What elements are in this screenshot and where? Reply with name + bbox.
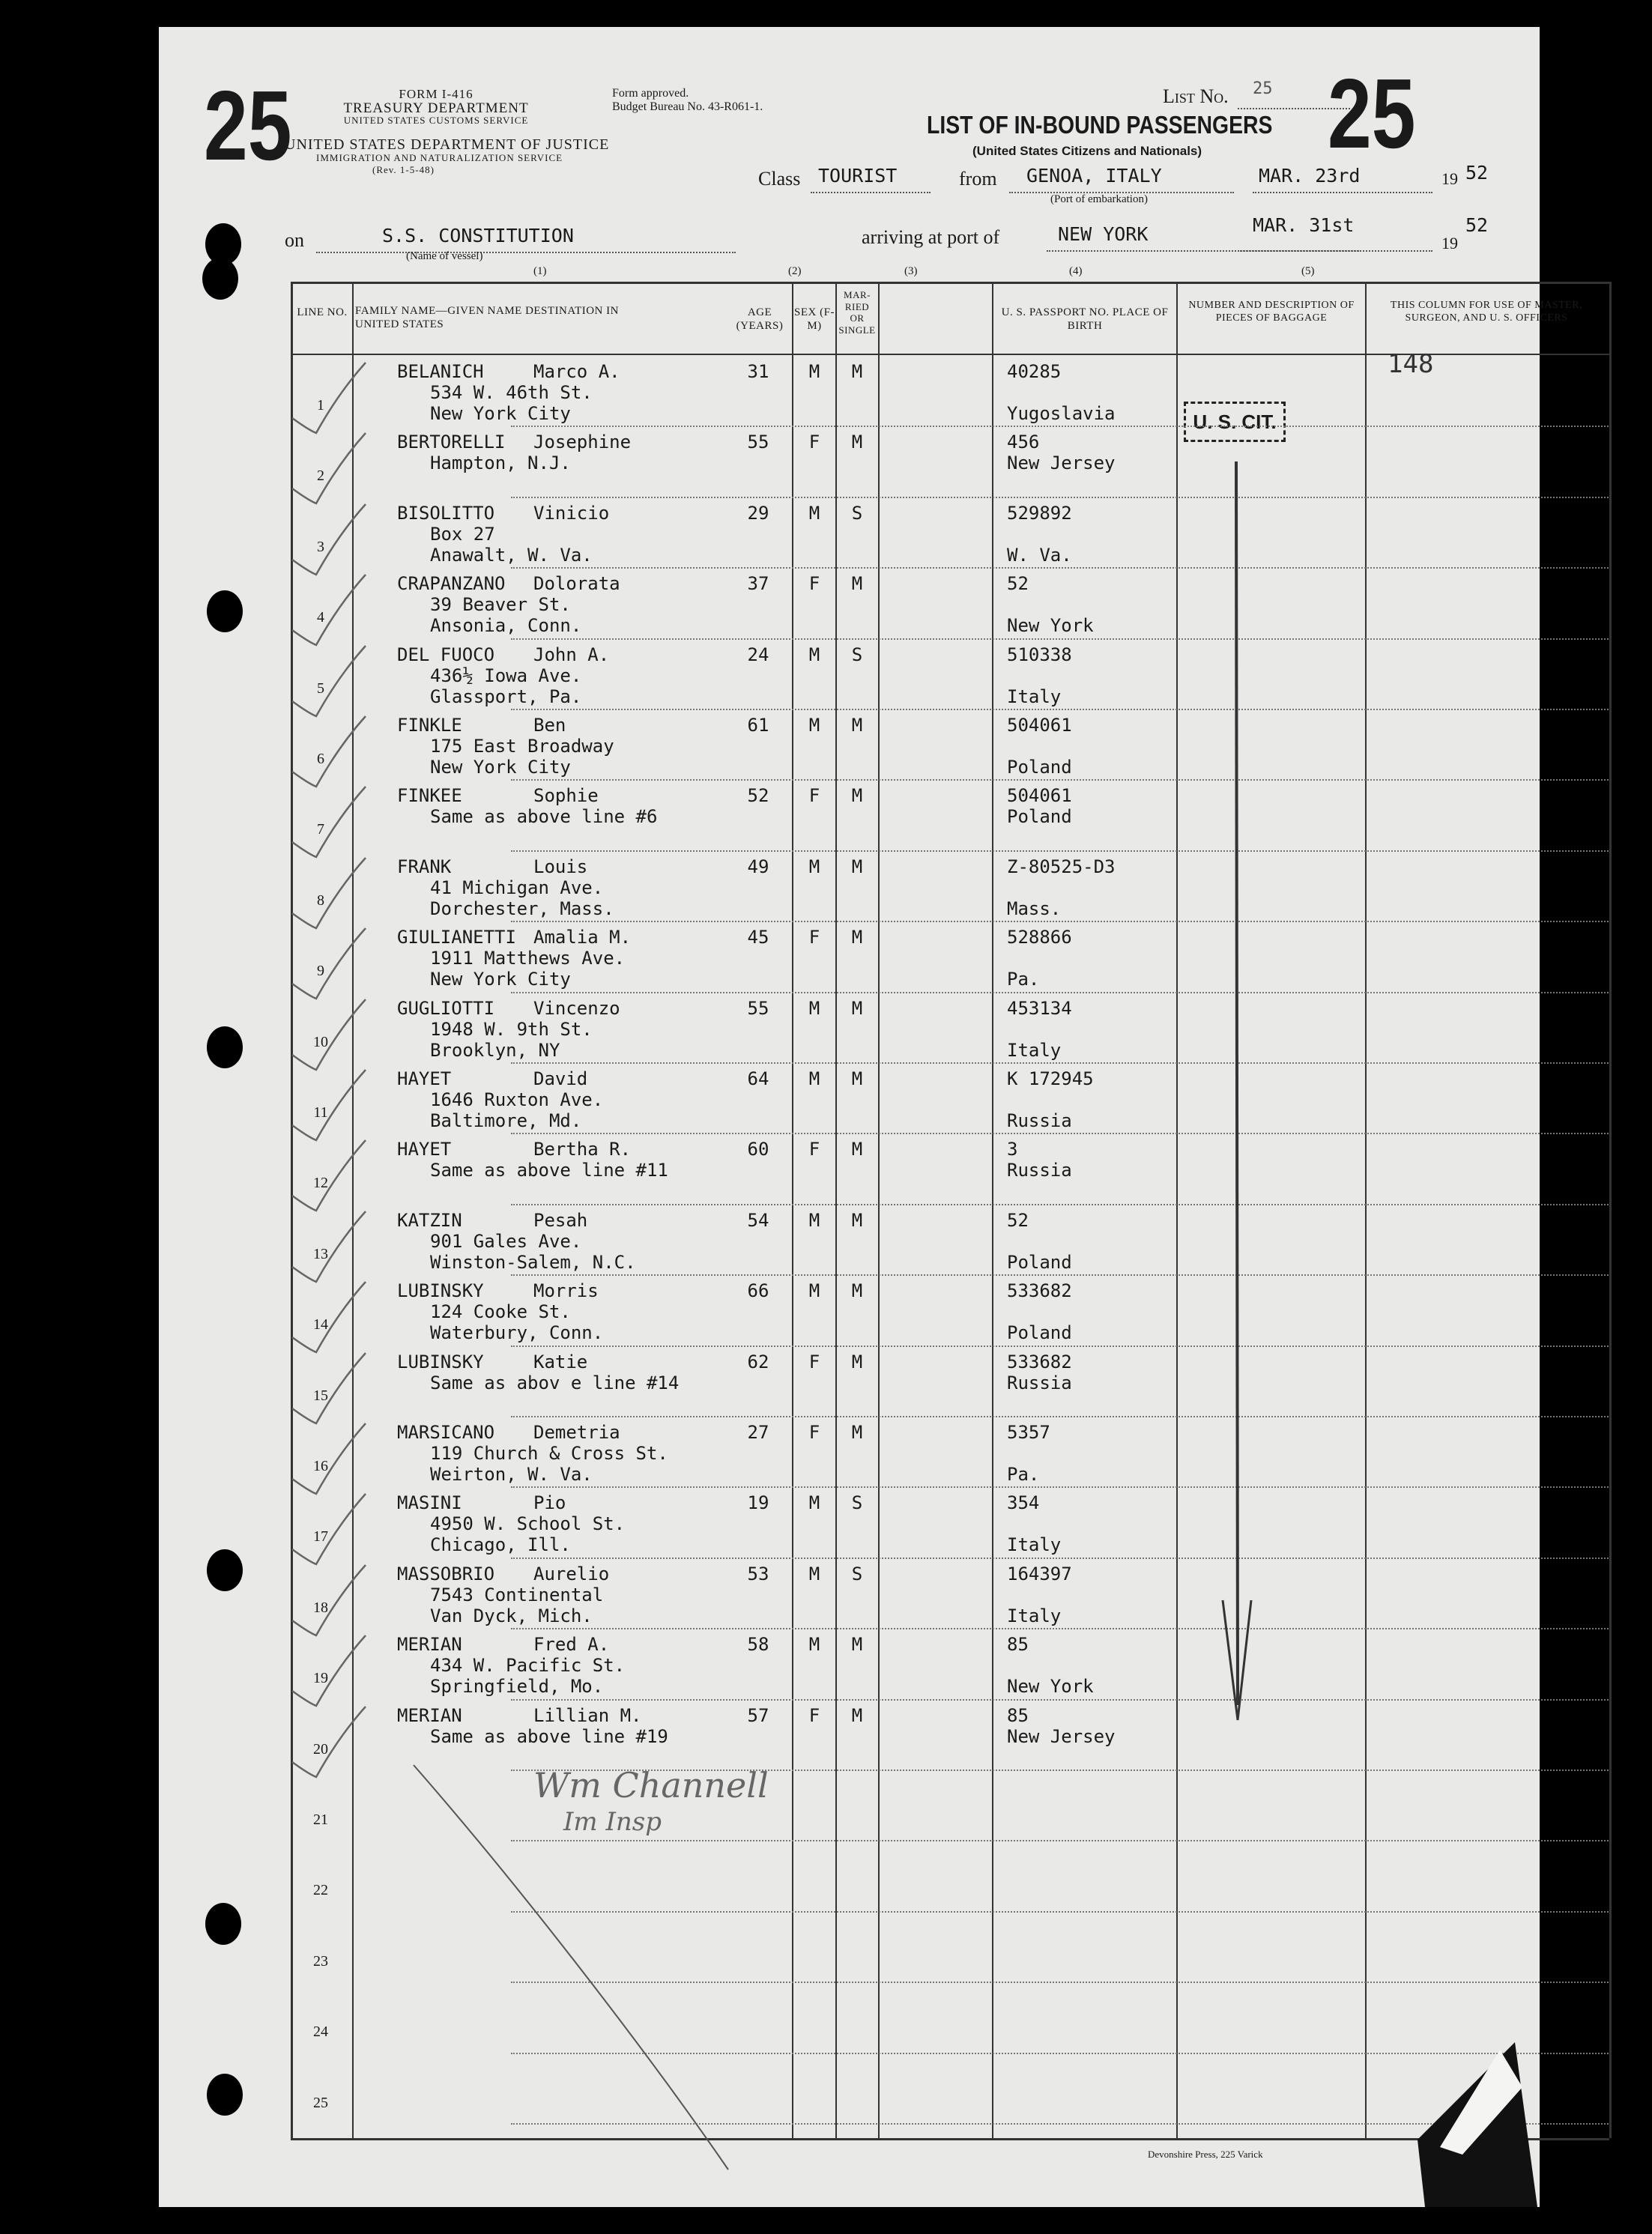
line-number: 7 xyxy=(317,821,324,838)
marital-status: M xyxy=(851,1280,863,1302)
marital-status: M xyxy=(851,997,863,1019)
marital-status: S xyxy=(851,1492,863,1514)
col-header-passport: U. S. PASSPORT NO. PLACE OF BIRTH xyxy=(1001,306,1169,332)
row-divider xyxy=(511,921,1609,922)
line-number: 15 xyxy=(313,1387,328,1404)
sex: M xyxy=(808,1563,820,1584)
age: 31 xyxy=(747,361,769,382)
row-divider xyxy=(511,709,1609,710)
on-label: on xyxy=(285,229,304,251)
from-label: from xyxy=(959,168,997,190)
us-citizen-stamp: U. S. CIT. xyxy=(1184,402,1286,442)
sex: M xyxy=(808,856,820,877)
passport-number: 529892 xyxy=(1007,502,1072,524)
place-of-birth: Italy xyxy=(1007,1534,1062,1556)
family-name: LUBINSKY xyxy=(397,1351,484,1372)
sex: F xyxy=(808,1704,820,1726)
row-divider xyxy=(511,1204,1609,1205)
passport-number: 453134 xyxy=(1007,997,1072,1019)
col-header-sex: SEX (F-M) xyxy=(794,306,835,332)
passport-number: 5357 xyxy=(1007,1422,1050,1443)
age: 52 xyxy=(747,785,769,807)
row-divider xyxy=(511,779,1609,781)
col-header-age: AGE (YEARS) xyxy=(736,306,784,332)
sex: M xyxy=(808,1634,820,1656)
age: 57 xyxy=(747,1704,769,1726)
place-of-birth: Poland xyxy=(1007,757,1072,778)
place-of-birth: New York xyxy=(1007,1676,1094,1698)
col-header-officers: THIS COLUMN FOR USE OF MASTER, SURGEON, AND U. S. OFFICERS xyxy=(1390,300,1583,324)
line-number: 19 xyxy=(313,1670,328,1687)
embarkation-year: 52 xyxy=(1465,162,1489,184)
place-of-birth: Poland xyxy=(1007,1322,1072,1344)
vessel-note: (Name of vessel) xyxy=(406,250,483,262)
row-divider xyxy=(511,638,1609,640)
given-name: Pio xyxy=(533,1492,566,1514)
row-divider xyxy=(511,1062,1609,1064)
given-name: Pesah xyxy=(533,1209,588,1231)
marital-status: M xyxy=(851,1068,863,1089)
family-name: FINKLE xyxy=(397,715,462,736)
age: 61 xyxy=(747,715,769,736)
sex: F xyxy=(808,1422,820,1443)
given-name: Sophie xyxy=(533,785,599,807)
address-line: Van Dyck, Mich. xyxy=(430,1605,593,1626)
given-name: Demetria xyxy=(533,1422,620,1443)
place-of-birth: Russia xyxy=(1007,1110,1072,1131)
line-number: 5 xyxy=(317,679,324,697)
given-name: Lillian M. xyxy=(533,1704,642,1726)
inspector-title: Im Insp xyxy=(563,1807,662,1837)
line-number: 3 xyxy=(317,538,324,555)
col-header-line: LINE NO. xyxy=(297,306,348,318)
col-header-baggage: NUMBER AND DESCRIPTION OF PIECES OF BAGGAGE xyxy=(1188,300,1355,324)
family-name: BISOLITTO xyxy=(397,502,495,524)
sex: F xyxy=(808,1139,820,1160)
age: 54 xyxy=(747,1209,769,1231)
embarkation-port: GENOA, ITALY xyxy=(1026,165,1162,187)
place-of-birth: Pa. xyxy=(1007,969,1040,990)
marital-status: M xyxy=(851,432,863,453)
arrival-port: NEW YORK xyxy=(1058,223,1149,245)
address-line: Hampton, N.J. xyxy=(430,452,571,474)
place-of-birth: Russia xyxy=(1007,1160,1072,1181)
marital-status: M xyxy=(851,856,863,877)
place-of-birth: Pa. xyxy=(1007,1464,1040,1485)
address-line: 7543 Continental xyxy=(430,1584,604,1605)
address-line: 41 Michigan Ave. xyxy=(430,877,604,898)
given-name: Vincenzo xyxy=(533,997,620,1019)
address-line: Same as above line #6 xyxy=(430,806,658,828)
line-number: 14 xyxy=(313,1316,328,1334)
marital-status: S xyxy=(851,1563,863,1584)
line-number: 8 xyxy=(317,892,324,909)
line-number: 22 xyxy=(313,1882,328,1899)
line-number: 20 xyxy=(313,1740,328,1758)
marital-status: M xyxy=(851,1209,863,1231)
line-number: 24 xyxy=(313,2023,328,2041)
marital-status: M xyxy=(851,1704,863,1726)
family-name: KATZIN xyxy=(397,1209,462,1231)
family-name: MARSICANO xyxy=(397,1422,495,1443)
address-line: 119 Church & Cross St. xyxy=(430,1443,668,1464)
age: 55 xyxy=(747,997,769,1019)
age: 29 xyxy=(747,502,769,524)
sex: M xyxy=(808,1280,820,1302)
family-name: MASINI xyxy=(397,1492,462,1514)
address-line: 124 Cooke St. xyxy=(430,1301,571,1323)
list-number-large-right: 25 xyxy=(1328,58,1416,169)
manifest-sheet xyxy=(159,27,1583,2207)
place-of-birth: Italy xyxy=(1007,1039,1062,1061)
passport-number: 85 xyxy=(1007,1704,1029,1726)
address-line: Same as above line #11 xyxy=(430,1160,668,1181)
passport-number: 533682 xyxy=(1007,1351,1072,1372)
col-header-name: FAMILY NAME—GIVEN NAME DESTINATION IN UNITED STATES xyxy=(355,305,619,330)
passport-number: 85 xyxy=(1007,1634,1029,1656)
place-of-birth: Poland xyxy=(1007,1251,1072,1273)
form-subtitle: (United States Citizens and Nationals) xyxy=(972,144,1202,158)
given-name: Fred A. xyxy=(533,1634,610,1656)
address-line: Winston-Salem, N.C. xyxy=(430,1251,636,1273)
line-number: 6 xyxy=(317,751,324,767)
place-of-birth: New Jersey xyxy=(1007,1725,1116,1747)
age: 66 xyxy=(747,1280,769,1302)
given-name: John A. xyxy=(533,644,610,665)
row-divider xyxy=(511,1486,1609,1488)
age: 24 xyxy=(747,644,769,665)
passport-number: 504061 xyxy=(1007,715,1072,736)
age: 58 xyxy=(747,1634,769,1656)
given-name: Ben xyxy=(533,715,566,736)
ins-service: IMMIGRATION AND NATURALIZATION SERVICE xyxy=(316,152,563,163)
family-name: CRAPANZANO xyxy=(397,573,506,595)
address-line: Same as above line #19 xyxy=(430,1725,668,1747)
given-name: Louis xyxy=(533,856,588,877)
treasury-department: TREASURY DEPARTMENT xyxy=(343,100,529,116)
revision: (Rev. 1-5-48) xyxy=(372,164,435,175)
punch-hole xyxy=(202,258,238,300)
address-line: Dorchester, Mass. xyxy=(430,897,614,919)
address-line: 1948 W. 9th St. xyxy=(430,1018,593,1040)
justice-department: UNITED STATES DEPARTMENT OF JUSTICE xyxy=(285,136,610,153)
folded-corner xyxy=(1328,1997,1545,2215)
punch-hole xyxy=(205,1903,241,1945)
sex: M xyxy=(808,644,820,665)
address-line: 434 W. Pacific St. xyxy=(430,1655,626,1677)
age: 37 xyxy=(747,573,769,595)
sex: F xyxy=(808,1351,820,1372)
family-name: FRANK xyxy=(397,856,452,877)
col-number-5: (5) xyxy=(1301,265,1315,277)
given-name: Bertha R. xyxy=(533,1139,632,1160)
place-of-birth: Mass. xyxy=(1007,897,1062,919)
punch-hole xyxy=(207,590,243,632)
address-line: Weirton, W. Va. xyxy=(430,1464,593,1485)
col-number-3: (3) xyxy=(904,265,918,277)
address-line: Baltimore, Md. xyxy=(430,1110,582,1131)
row-divider xyxy=(511,992,1609,993)
arriving-label: arriving at port of xyxy=(862,226,1000,248)
line-number: 11 xyxy=(313,1104,328,1121)
age: 19 xyxy=(747,1492,769,1514)
sex: F xyxy=(808,785,820,807)
passport-number: 456 xyxy=(1007,432,1040,453)
row-divider xyxy=(511,1558,1609,1559)
place-of-birth: Italy xyxy=(1007,1605,1062,1626)
form-approved: Form approved. xyxy=(612,87,689,100)
line-number: 16 xyxy=(313,1458,328,1474)
address-line: Waterbury, Conn. xyxy=(430,1322,604,1344)
address-line: Chicago, Ill. xyxy=(430,1534,571,1556)
given-name: Amalia M. xyxy=(533,927,632,948)
passport-number: 354 xyxy=(1007,1492,1040,1514)
passport-number: 164397 xyxy=(1007,1563,1072,1584)
col-number-1: (1) xyxy=(533,265,547,277)
given-name: Dolorata xyxy=(533,573,620,595)
address-line: New York City xyxy=(430,969,571,990)
vessel-name: S.S. CONSTITUTION xyxy=(382,225,574,246)
given-name: Katie xyxy=(533,1351,588,1372)
line-number: 13 xyxy=(313,1245,328,1262)
col-number-4: (4) xyxy=(1069,265,1083,277)
marital-status: M xyxy=(851,785,863,807)
family-name: MASSOBRIO xyxy=(397,1563,495,1584)
printer-footer: Devonshire Press, 225 Varick xyxy=(1148,2149,1263,2160)
address-line: 1646 Ruxton Ave. xyxy=(430,1089,604,1110)
sex: M xyxy=(808,1492,820,1514)
given-name: Marco A. xyxy=(533,361,620,382)
punch-hole xyxy=(207,1549,243,1591)
address-line: Box 27 xyxy=(430,523,495,545)
row-divider xyxy=(511,426,1609,427)
address-line: Anawalt, W. Va. xyxy=(430,544,593,566)
passport-number: K 172945 xyxy=(1007,1068,1094,1089)
class-value: TOURIST xyxy=(818,165,898,187)
line-number: 2 xyxy=(317,467,324,485)
address-line: Glassport, Pa. xyxy=(430,685,582,707)
place-of-birth: New Jersey xyxy=(1007,452,1116,474)
row-divider xyxy=(511,1345,1609,1347)
budget-bureau: Budget Bureau No. 43-R061-1. xyxy=(612,100,763,113)
list-number-large-left: 25 xyxy=(204,70,292,181)
address-line: New York City xyxy=(430,403,571,424)
given-name: Vinicio xyxy=(533,502,610,524)
address-line: Brooklyn, NY xyxy=(430,1039,560,1061)
passport-number: 510338 xyxy=(1007,644,1072,665)
row-divider xyxy=(511,567,1609,569)
age: 55 xyxy=(747,432,769,453)
line-number: 4 xyxy=(317,609,324,626)
given-name: Josephine xyxy=(533,432,632,453)
sex: F xyxy=(808,927,820,948)
marital-status: M xyxy=(851,715,863,736)
passport-number: 40285 xyxy=(1007,361,1062,382)
family-name: MERIAN xyxy=(397,1704,462,1726)
row-divider xyxy=(511,1133,1609,1134)
class-label: Class xyxy=(758,168,801,190)
given-name: David xyxy=(533,1068,588,1089)
line-number: 18 xyxy=(313,1599,328,1616)
address-line: 175 East Broadway xyxy=(430,736,614,757)
address-line: 4950 W. School St. xyxy=(430,1513,626,1535)
address-line: 436½ Iowa Ave. xyxy=(430,665,582,686)
family-name: MERIAN xyxy=(397,1634,462,1656)
line-number: 10 xyxy=(313,1033,328,1050)
row-divider xyxy=(511,497,1609,498)
marital-status: S xyxy=(851,502,863,524)
address-line: 1911 Matthews Ave. xyxy=(430,948,626,969)
family-name: BELANICH xyxy=(397,361,484,382)
family-name: GIULIANETTI xyxy=(397,927,516,948)
line-number: 12 xyxy=(313,1175,328,1192)
passport-number: 533682 xyxy=(1007,1280,1072,1302)
marital-status: S xyxy=(851,644,863,665)
embarkation-date: MAR. 23rd xyxy=(1259,165,1361,187)
marital-status: M xyxy=(851,1634,863,1656)
passport-number: 528866 xyxy=(1007,927,1072,948)
family-name: HAYET xyxy=(397,1068,452,1089)
place-of-birth: Poland xyxy=(1007,806,1072,828)
marital-status: M xyxy=(851,927,863,948)
marital-status: M xyxy=(851,1351,863,1372)
passport-number: 52 xyxy=(1007,573,1029,595)
address-line: 901 Gales Ave. xyxy=(430,1230,582,1252)
line-number: 25 xyxy=(313,2094,328,2111)
year-prefix-2: 19 xyxy=(1441,234,1458,252)
place-of-birth: W. Va. xyxy=(1007,544,1072,566)
list-no-value: 25 xyxy=(1253,79,1273,98)
address-line: Same as abov e line #14 xyxy=(430,1372,680,1393)
sex: F xyxy=(808,432,820,453)
address-line: New York City xyxy=(430,757,571,778)
row-divider xyxy=(511,1628,1609,1629)
check-mark-icon xyxy=(286,1699,369,1782)
age: 60 xyxy=(747,1139,769,1160)
place-of-birth: Italy xyxy=(1007,685,1062,707)
ditto-arrow-icon xyxy=(1208,432,1328,1750)
row-divider xyxy=(511,1699,1609,1701)
row-divider xyxy=(511,1416,1609,1417)
inspector-signature: Wm Channell xyxy=(533,1765,769,1805)
given-name: Morris xyxy=(533,1280,599,1302)
sex: M xyxy=(808,502,820,524)
passport-number: Z-80525-D3 xyxy=(1007,856,1116,877)
line-number: 21 xyxy=(313,1811,328,1828)
address-line: Springfield, Mo. xyxy=(430,1676,604,1698)
arrival-year: 52 xyxy=(1465,214,1489,236)
age: 27 xyxy=(747,1422,769,1443)
sex: M xyxy=(808,997,820,1019)
age: 62 xyxy=(747,1351,769,1372)
given-name: Aurelio xyxy=(533,1563,610,1584)
address-line: 39 Beaver St. xyxy=(430,594,571,616)
family-name: BERTORELLI xyxy=(397,432,506,453)
customs-service: UNITED STATES CUSTOMS SERVICE xyxy=(343,115,529,126)
row-divider xyxy=(511,850,1609,852)
family-name: LUBINSKY xyxy=(397,1280,484,1302)
family-name: FINKEE xyxy=(397,785,462,807)
punch-hole xyxy=(207,2074,243,2116)
passport-number: 3 xyxy=(1007,1139,1018,1160)
marital-status: M xyxy=(851,361,863,382)
marital-status: M xyxy=(851,1422,863,1443)
address-line: 534 W. 46th St. xyxy=(430,382,593,403)
age: 45 xyxy=(747,927,769,948)
col-header-married: MAR-RIED OR SINGLE xyxy=(838,289,876,336)
line-number: 1 xyxy=(317,397,324,414)
line-number: 17 xyxy=(313,1528,328,1546)
family-name: GUGLIOTTI xyxy=(397,997,495,1019)
sex: M xyxy=(808,361,820,382)
officer-count: 148 xyxy=(1388,349,1434,379)
age: 64 xyxy=(747,1068,769,1089)
sex: M xyxy=(808,715,820,736)
form-id: FORM I-416 xyxy=(399,87,473,101)
family-name: HAYET xyxy=(397,1139,452,1160)
marital-status: M xyxy=(851,573,863,595)
age: 49 xyxy=(747,856,769,877)
row-divider xyxy=(511,1274,1609,1276)
form-title: LIST OF IN-BOUND PASSENGERS xyxy=(927,111,1273,139)
sex: M xyxy=(808,1068,820,1089)
passport-number: 52 xyxy=(1007,1209,1029,1231)
address-line: Ansonia, Conn. xyxy=(430,615,582,637)
list-no-label: List No. xyxy=(1163,85,1229,107)
place-of-birth: Russia xyxy=(1007,1372,1072,1393)
embarkation-note: (Port of embarkation) xyxy=(1050,193,1148,205)
col-number-2: (2) xyxy=(788,265,802,277)
place-of-birth: New York xyxy=(1007,615,1094,637)
place-of-birth: Yugoslavia xyxy=(1007,403,1116,424)
sex: M xyxy=(808,1209,820,1231)
line-number: 9 xyxy=(317,963,324,980)
line-number: 23 xyxy=(313,1952,328,1970)
sex: F xyxy=(808,573,820,595)
marital-status: M xyxy=(851,1139,863,1160)
passport-number: 504061 xyxy=(1007,785,1072,807)
age: 53 xyxy=(747,1563,769,1584)
family-name: DEL FUOCO xyxy=(397,644,495,665)
punch-hole xyxy=(207,1026,243,1068)
year-prefix: 19 xyxy=(1441,169,1458,188)
arrival-date: MAR. 31st xyxy=(1253,214,1355,236)
